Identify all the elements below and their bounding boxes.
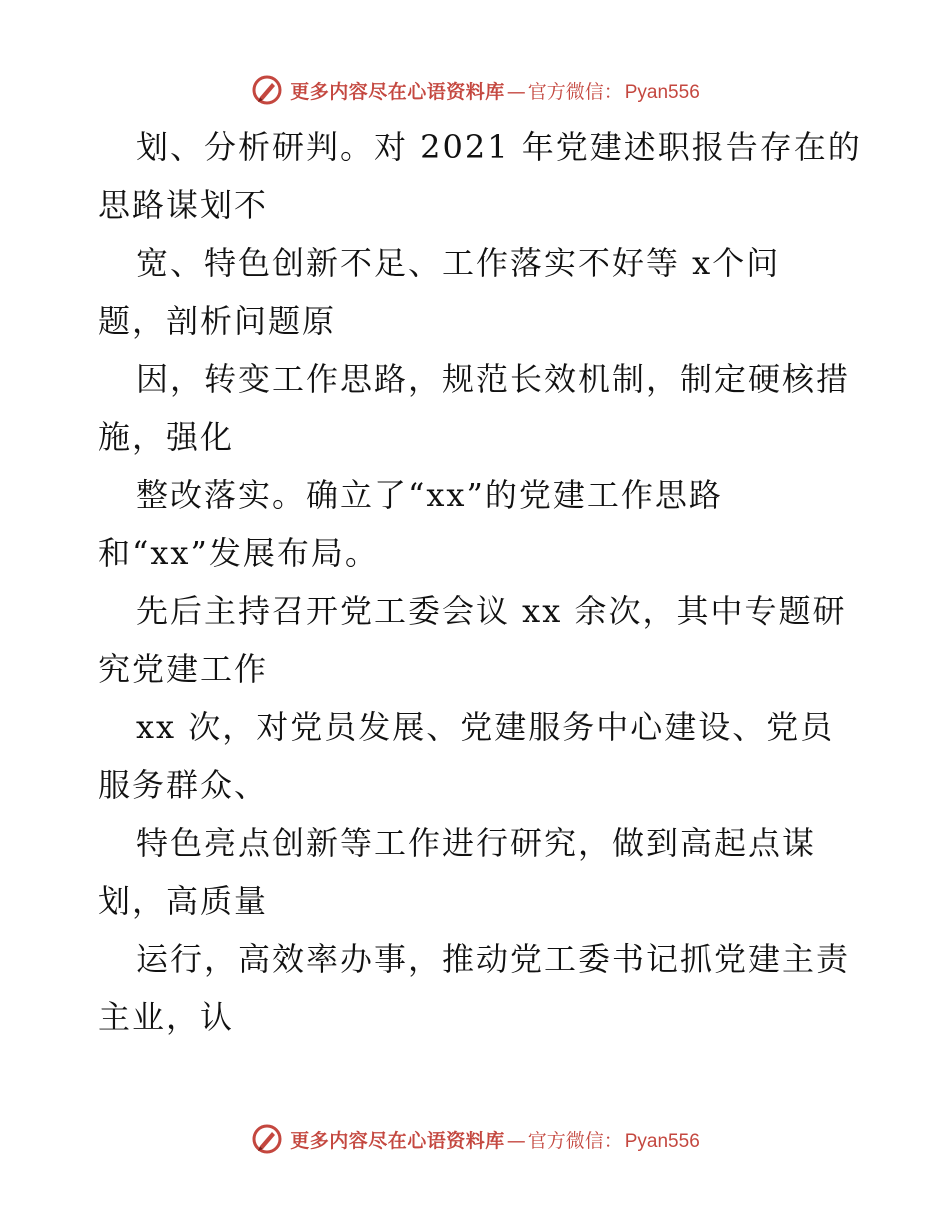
document-body [98,118,862,1046]
header-banner-separator: — [506,80,526,103]
body-line: 施，强化 [98,418,235,456]
body-line: xx 次，对党员发展、党建服务中心建设、党员 [136,708,835,746]
body-line: 宽、特色创新不足、工作落实不好等 x个问 [136,244,781,282]
body-line: 究党建工作 [98,650,269,688]
footer-banner-text [290,1126,700,1153]
footer-banner-wechat-id: Pyan556 [624,1130,700,1152]
footer-banner-label: 官方微信： [527,1129,623,1152]
footer-banner-main: 更多内容尽在心语资料库 [290,1129,505,1152]
pen-logo-icon [250,1122,284,1156]
footer-banner-separator: — [506,1129,526,1152]
pen-logo-icon [250,73,284,107]
header-banner-label: 官方微信： [527,80,623,103]
body-line: 和“xx”发展布局。 [98,534,379,572]
footer-banner [0,1119,950,1159]
body-line: 服务群众、 [98,766,269,804]
header-banner-main: 更多内容尽在心语资料库 [290,80,505,103]
body-line: 因，转变工作思路，规范长效机制，制定硬核措 [136,360,851,398]
body-line: 特色亮点创新等工作进行研究，做到高起点谋 [136,824,817,862]
header-banner-wechat-id: Pyan556 [624,81,700,103]
body-line: 先后主持召开党工委会议 xx 余次，其中专题研 [136,592,847,630]
body-line: 整改落实。确立了“xx”的党建工作思路 [136,476,723,514]
body-line: 主业，认 [98,998,235,1036]
body-line: 思路谋划不 [98,186,269,224]
body-line: 划、分析研判。对 2021 年党建述职报告存在的 [136,128,862,166]
body-line: 划，高质量 [98,882,269,920]
header-banner-text [290,77,700,104]
body-line: 运行，高效率办事，推动党工委书记抓党建主责 [136,940,851,978]
header-banner [0,70,950,110]
body-line: 题，剖析问题原 [98,302,337,340]
